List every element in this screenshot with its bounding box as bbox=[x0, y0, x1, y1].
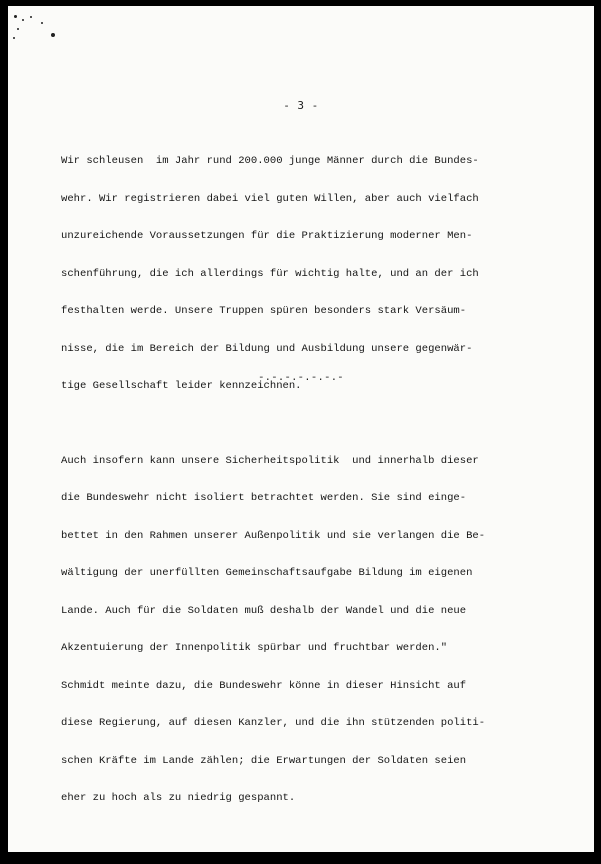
text-line: unzureichende Voraussetzungen für die Praktizierung moderner Men- bbox=[61, 230, 473, 242]
document-body bbox=[61, 130, 551, 830]
scan-speck bbox=[30, 16, 32, 18]
text-line: schenführung, die ich allerdings für wichtig halte, und an der ich bbox=[61, 267, 479, 280]
scan-speck bbox=[13, 37, 15, 39]
text-line: festhalten werde. Unsere Truppen spüren besonders stark Versäum- bbox=[61, 305, 467, 317]
text-line: Lande. Auch für die Soldaten muß deshalb der Wandel und die neue bbox=[61, 604, 467, 617]
text-line: wehr. Wir registrieren dabei viel guten Willen, aber auch vielfach bbox=[61, 192, 479, 205]
scan-speck bbox=[51, 33, 55, 37]
text-line: diese Regierung, auf diesen Kanzler, und die ihn stützenden politi- bbox=[61, 717, 486, 729]
text-line: bettet in den Rahmen unserer Außenpolitik und sie verlangen die Be- bbox=[61, 529, 486, 542]
text-line: Wir schleusen im Jahr rund 200.000 junge Männer durch die Bundes- bbox=[61, 155, 479, 167]
scan-speck bbox=[41, 22, 43, 24]
text-line: Auch insofern kann unsere Sicherheitspolitik und innerhalb dieser bbox=[61, 454, 479, 467]
scan-speck bbox=[14, 15, 17, 18]
scan-speck bbox=[22, 19, 24, 21]
text-line: die Bundeswehr nicht isoliert betrachtet werden. Sie sind einge- bbox=[61, 492, 467, 504]
text-line: wältigung der unerfüllten Gemeinschaftsaufgabe Bildung im eigenen bbox=[61, 567, 473, 579]
text-line: Schmidt meinte dazu, die Bundeswehr könne in dieser Hinsicht auf bbox=[61, 679, 467, 692]
end-of-text-mark: -.-.-.-.-.-.- bbox=[258, 372, 344, 384]
text-line: nisse, die im Bereich der Bildung und Ausbildung unsere gegenwär- bbox=[61, 342, 473, 355]
text-line: tige Gesellschaft leider kennzeichnen. bbox=[61, 380, 302, 392]
text-line: Akzentuierung der Innenpolitik spürbar und fruchtbar werden." bbox=[61, 642, 448, 654]
text-line: schen Kräfte im Lande zählen; die Erwartungen der Soldaten seien bbox=[61, 754, 467, 767]
document-page bbox=[8, 6, 594, 852]
scan-speck bbox=[17, 28, 19, 30]
text-line: eher zu hoch als zu niedrig gespannt. bbox=[61, 792, 296, 804]
page-number: - 3 - bbox=[283, 99, 319, 112]
paragraph-2 bbox=[61, 430, 551, 830]
